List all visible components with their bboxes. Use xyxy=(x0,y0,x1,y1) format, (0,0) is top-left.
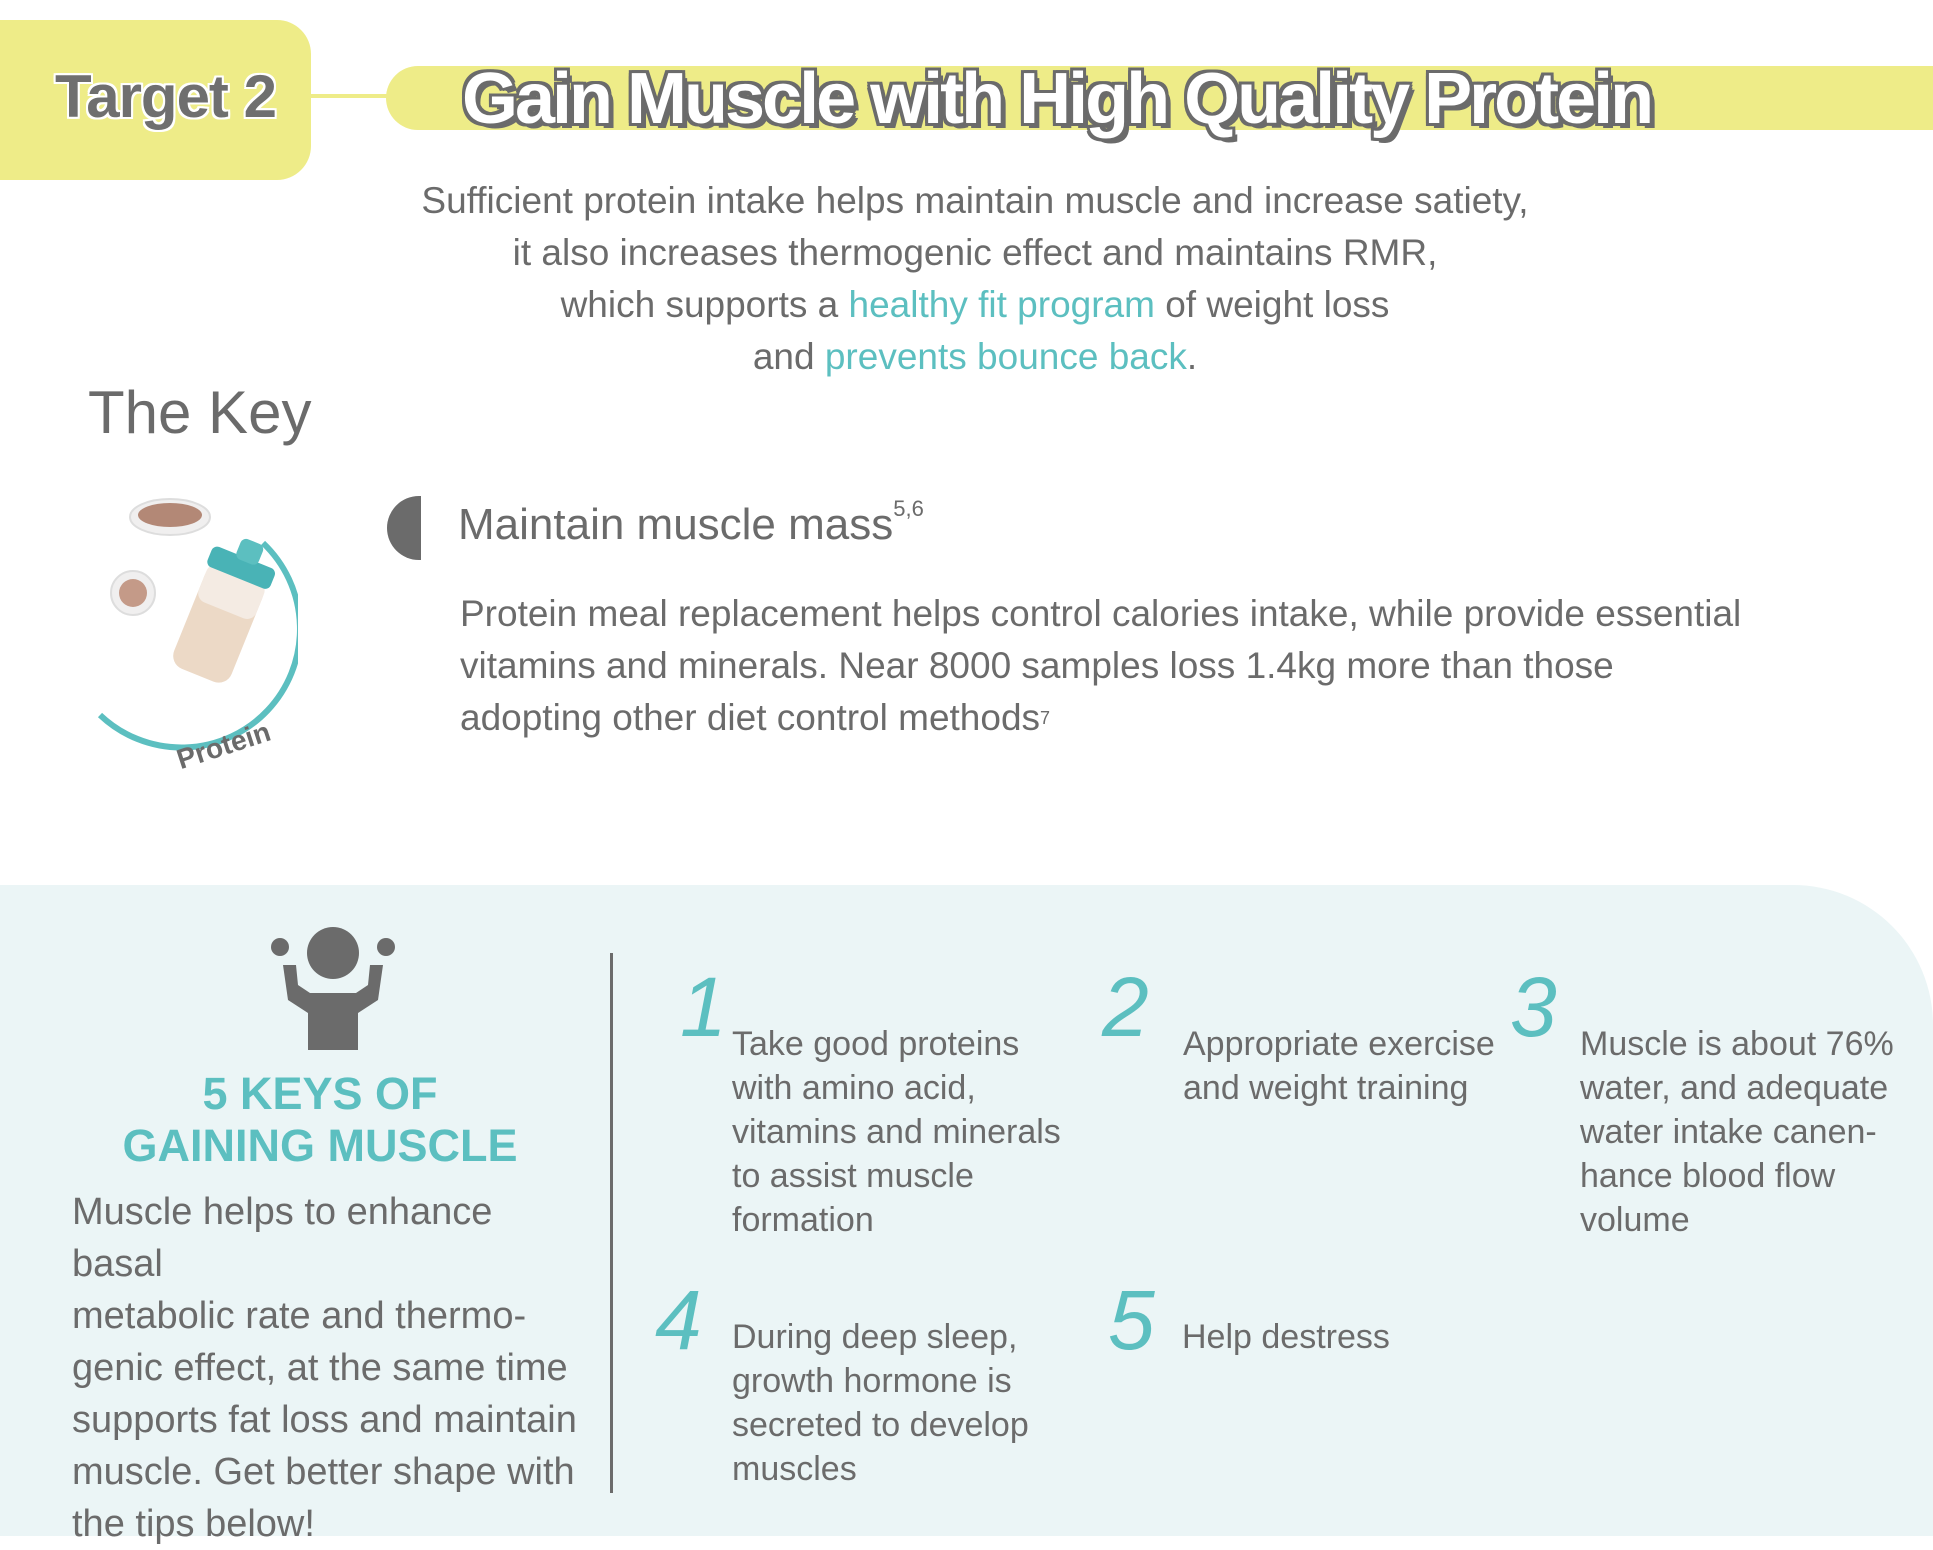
tip-3-text xyxy=(1580,1022,1920,1242)
small-powder-icon xyxy=(119,579,147,607)
tip-4-text xyxy=(732,1315,1092,1491)
tip-5-text xyxy=(1182,1315,1542,1359)
key-body-text: adopting other diet control methods xyxy=(460,697,1041,738)
intro-text: which supports a xyxy=(560,284,849,325)
intro-text: of weight loss xyxy=(1154,284,1390,325)
powder-icon xyxy=(138,503,202,527)
tip-3-number: 3 xyxy=(1510,960,1557,1054)
tip-line: volume xyxy=(1580,1201,1690,1239)
subheading-text: Maintain muscle mass xyxy=(458,500,894,549)
intro-line-1: Sufficient protein intake helps maintain muscle and increase satiety, xyxy=(421,180,1529,221)
healthy-fit-highlight: healthy fit program xyxy=(848,284,1155,325)
tip-line: hance blood flow xyxy=(1580,1157,1836,1195)
intro-line-4 xyxy=(360,331,1590,383)
target-label: Target 2 xyxy=(55,63,276,130)
tip-2-number: 2 xyxy=(1102,960,1149,1054)
keys-description xyxy=(72,1186,592,1550)
tip-line: Take good proteins xyxy=(732,1025,1020,1063)
intro-line-3 xyxy=(360,279,1590,331)
tip-line: Appropriate exercise xyxy=(1183,1025,1495,1063)
tip-line: Help destress xyxy=(1182,1318,1390,1356)
key-body-reference: 7 xyxy=(1040,708,1051,728)
header-connector xyxy=(311,94,391,98)
half-circle-icon xyxy=(387,496,421,560)
tip-line: with amino acid, xyxy=(732,1069,976,1107)
key-body-line-3 xyxy=(460,692,1790,744)
key-heading: The Key xyxy=(88,379,312,446)
keys-title-line-2: GAINING MUSCLE xyxy=(122,1120,518,1171)
tip-line: and weight training xyxy=(1183,1069,1469,1107)
keys-title xyxy=(40,1068,600,1172)
tip-line: water intake canen- xyxy=(1580,1113,1877,1151)
tip-2-text xyxy=(1183,1022,1543,1110)
tip-line: During deep sleep, xyxy=(732,1318,1018,1356)
bounce-back-highlight: prevents bounce back xyxy=(824,336,1187,377)
key-body-line-1: Protein meal replacement helps control calories intake, while provide essential xyxy=(460,593,1742,634)
flexing-muscle-icon xyxy=(268,925,398,1050)
tip-4-number: 4 xyxy=(655,1273,702,1367)
key-body xyxy=(460,588,1790,744)
subheading xyxy=(458,496,924,550)
key-body-line-2: vitamins and minerals. Near 8000 samples loss 1.4kg more than those xyxy=(460,645,1614,686)
tip-5-number: 5 xyxy=(1108,1273,1155,1367)
keys-desc-line: metabolic rate and thermo- xyxy=(72,1295,527,1337)
tip-line: secreted to develop xyxy=(732,1406,1029,1444)
tip-1-text xyxy=(732,1022,1092,1242)
protein-illustration xyxy=(98,495,298,785)
tip-line: formation xyxy=(732,1201,874,1239)
tip-line: muscles xyxy=(732,1450,857,1488)
tip-line: Muscle is about 76% xyxy=(1580,1025,1894,1063)
protein-label: Protein xyxy=(172,715,275,776)
shaker-bottle-icon xyxy=(166,528,283,688)
keys-desc-line: supports fat loss and maintain xyxy=(72,1399,577,1441)
intro-text: and xyxy=(752,336,825,377)
keys-desc-line: muscle. Get better shape with xyxy=(72,1451,575,1493)
intro-paragraph xyxy=(360,175,1590,383)
keys-desc-line: Muscle helps to enhance basal xyxy=(72,1191,493,1285)
intro-text: . xyxy=(1186,336,1198,377)
keys-desc-line: the tips below! xyxy=(72,1503,315,1545)
tip-line: growth hormone is xyxy=(732,1362,1012,1400)
subheading-reference: 5,6 xyxy=(893,496,924,521)
tip-1-number: 1 xyxy=(680,960,727,1054)
intro-line-2: it also increases thermogenic effect and maintains RMR, xyxy=(512,232,1438,273)
panel-divider xyxy=(610,953,613,1493)
tip-line: water, and adequate xyxy=(1580,1069,1889,1107)
page-title: Gain Muscle with High Quality Protein xyxy=(462,59,1652,139)
keys-title-line-1: 5 KEYS OF xyxy=(202,1068,438,1119)
keys-desc-line: genic effect, at the same time xyxy=(72,1347,568,1389)
tip-line: vitamins and minerals xyxy=(732,1113,1061,1151)
tip-line: to assist muscle xyxy=(732,1157,974,1195)
